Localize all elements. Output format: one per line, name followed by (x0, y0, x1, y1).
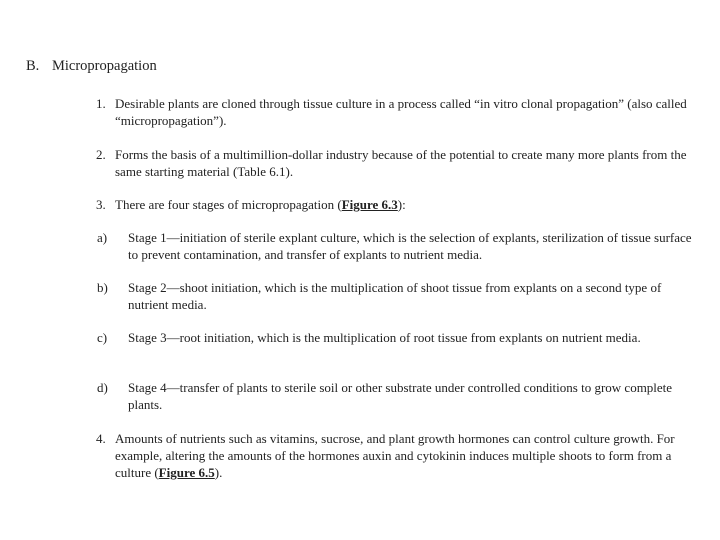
stage-text: Stage 4—transfer of plants to sterile soil or other substrate under controlled conditions to grow complete plants. (128, 380, 673, 412)
item-text (96, 196, 696, 213)
stage-item-d (97, 379, 697, 413)
stage-text: Stage 2—shoot initiation, which is the multiplication of shoot tissue from explants on a second type of nutrient media. (128, 280, 662, 312)
item-text: Desirable plants are cloned through tissue culture in a process called “in vitro clonal propagation” (also called “micropropagation”). (115, 96, 687, 128)
section-letter: B. (26, 58, 40, 74)
item-number: 2. (96, 147, 106, 162)
item-number: 1. (96, 96, 106, 111)
figure-6-5-link[interactable]: Figure 6.5 (158, 465, 215, 480)
item-text-after: ). (214, 465, 223, 480)
section-title: Micropropagation (52, 58, 157, 74)
list-item-4 (96, 430, 696, 481)
item-text-before: There are four stages of micropropagation ( (115, 197, 342, 212)
figure-6-3-link[interactable]: Figure 6.3 (341, 197, 398, 212)
list-item-3 (96, 196, 696, 213)
item-text-before: Amounts of nutrients such as vitamins, sucrose, and plant growth hormones can control culture growth. For example, altering the amounts of the hormones auxin and cytokinin induces multiple shoots to form from a culture ( (115, 431, 675, 480)
item-text-after: ): (397, 197, 406, 212)
stage-item-c (97, 329, 697, 346)
stage-marker: a) (97, 230, 108, 245)
list-item-2 (96, 146, 696, 180)
list-item-1 (96, 95, 696, 129)
stage-text: Stage 1—initiation of sterile explant culture, which is the selection of explants, sterilization of tissue surface to prevent contamination, and transfer of explants to nutrient media. (128, 230, 692, 262)
section-heading (26, 57, 157, 75)
stage-item-a (97, 229, 697, 263)
stage-marker: d) (97, 380, 108, 395)
stage-marker: b) (97, 280, 108, 295)
item-number: 3. (96, 197, 106, 212)
stage-item-b (97, 279, 697, 313)
stage-marker: c) (97, 330, 108, 345)
item-text (96, 430, 696, 481)
item-text: Forms the basis of a multimillion-dollar industry because of the potential to create many more plants from the same starting material (Table 6.1). (115, 147, 687, 179)
stage-text: Stage 3—root initiation, which is the multiplication of root tissue from explants on nutrient media. (128, 330, 641, 345)
item-number: 4. (96, 431, 106, 446)
